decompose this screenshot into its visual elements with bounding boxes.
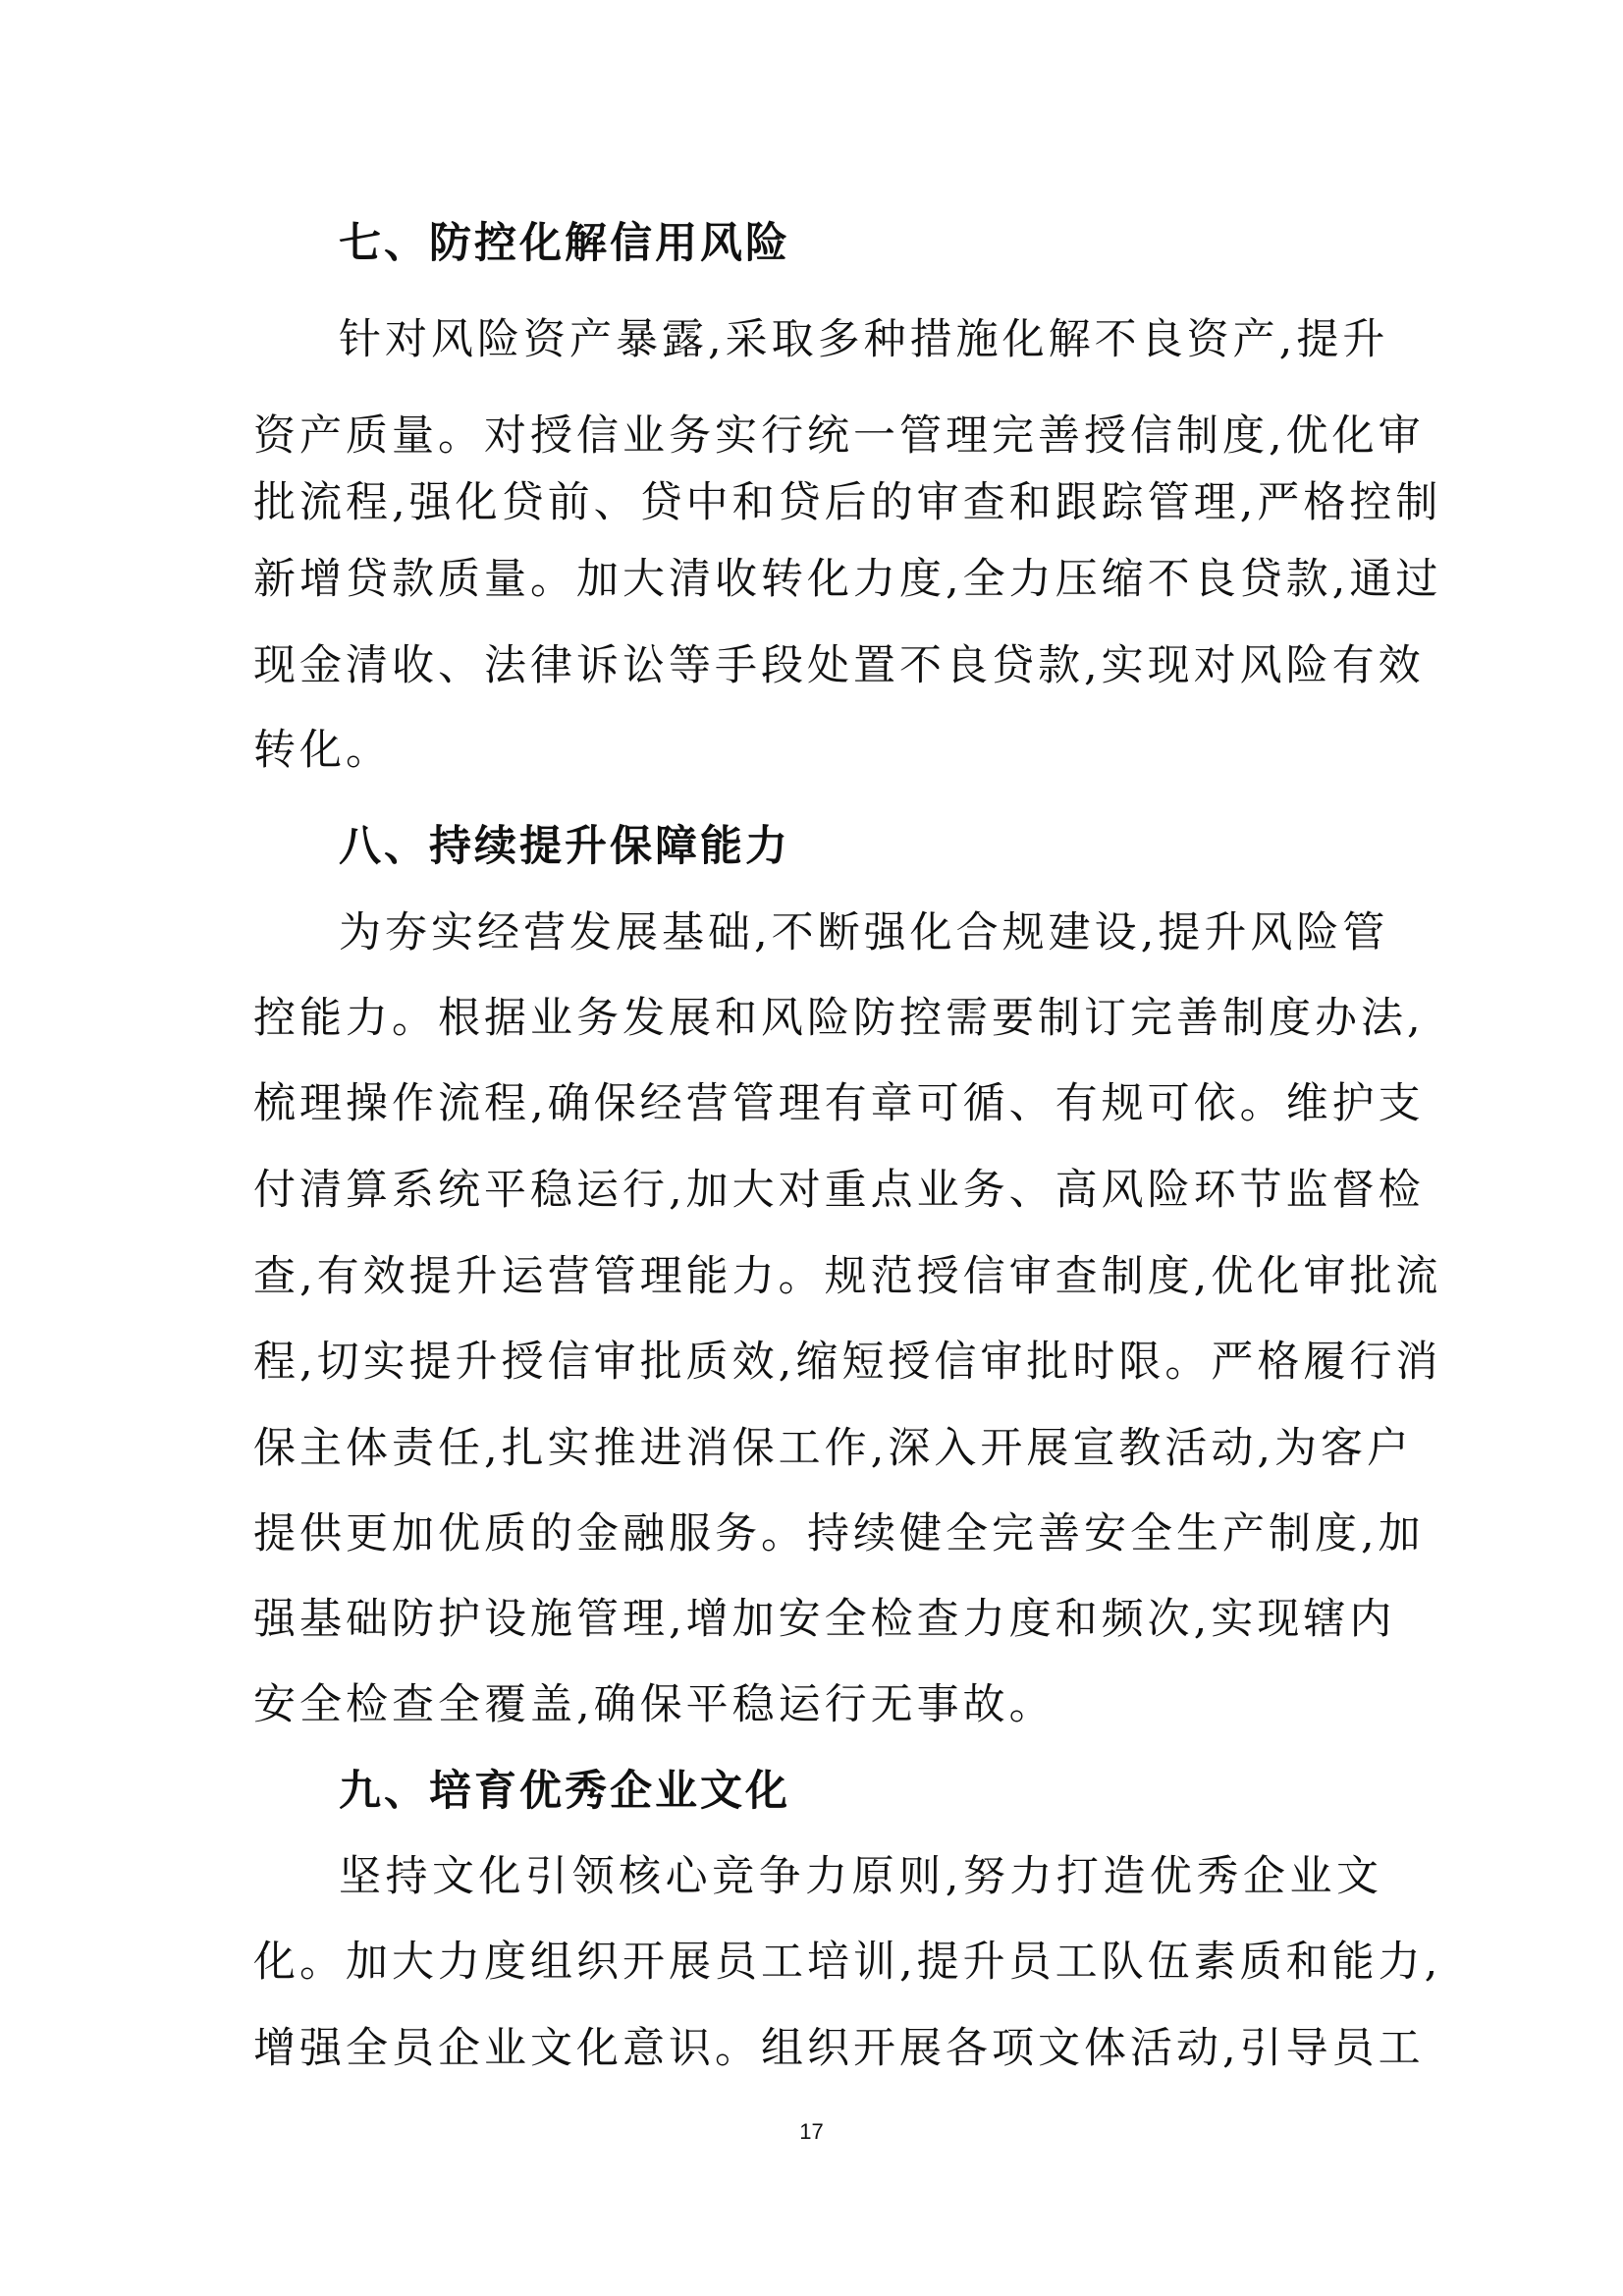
- paragraph-line: 提供更加优质的金融服务。持续健全完善安全生产制度,加: [253, 1509, 1425, 1558]
- paragraph-line: 查,有效提升运营管理能力。规范授信审查制度,优化审批流: [253, 1252, 1442, 1301]
- section-heading-9: 九、培育优秀企业文化: [339, 1767, 790, 1816]
- paragraph-line: 梳理操作流程,确保经营管理有章可循、有规可依。维护支: [253, 1079, 1425, 1128]
- page-number: 17: [799, 2119, 824, 2144]
- paragraph-line: 强基础防护设施管理,增加安全检查力度和频次,实现辖内: [253, 1595, 1396, 1644]
- paragraph-line: 付清算系统平稳运行,加大对重点业务、高风险环节监督检: [253, 1166, 1425, 1215]
- section-heading-8: 八、持续提升保障能力: [339, 822, 790, 871]
- paragraph-line: 新增贷款质量。加大清收转化力度,全力压缩不良贷款,通过: [253, 555, 1442, 604]
- paragraph-line: 现金清收、法律诉讼等手段处置不良贷款,实现对风险有效: [253, 641, 1425, 690]
- paragraph-line: 资产质量。对授信业务实行统一管理完善授信制度,优化审: [253, 411, 1425, 461]
- paragraph-line: 针对风险资产暴露,采取多种措施化解不良资产,提升: [339, 315, 1389, 364]
- paragraph-line: 化。加大力度组织开展员工培训,提升员工队伍素质和能力,: [253, 1938, 1442, 1987]
- paragraph-line: 程,切实提升授信审批质效,缩短授信审批时限。严格履行消: [253, 1338, 1442, 1387]
- paragraph-line: 转化。: [253, 726, 392, 775]
- paragraph-line: 为夯实经营发展基础,不断强化合规建设,提升风险管: [339, 908, 1389, 957]
- paragraph-line: 增强全员企业文化意识。组织开展各项文体活动,引导员工: [253, 2024, 1425, 2073]
- paragraph-line: 保主体责任,扎实推进消保工作,深入开展宣教活动,为客户: [253, 1424, 1414, 1473]
- paragraph-line: 安全检查全覆盖,确保平稳运行无事故。: [253, 1680, 1055, 1729]
- paragraph-line: 控能力。根据业务发展和风险防控需要制订完善制度办法,: [253, 994, 1425, 1043]
- paragraph-line: 批流程,强化贷前、贷中和贷后的审查和跟踪管理,严格控制: [253, 478, 1442, 527]
- paragraph-line: 坚持文化引领核心竞争力原则,努力打造优秀企业文: [339, 1852, 1382, 1901]
- section-heading-7: 七、防控化解信用风险: [339, 219, 790, 268]
